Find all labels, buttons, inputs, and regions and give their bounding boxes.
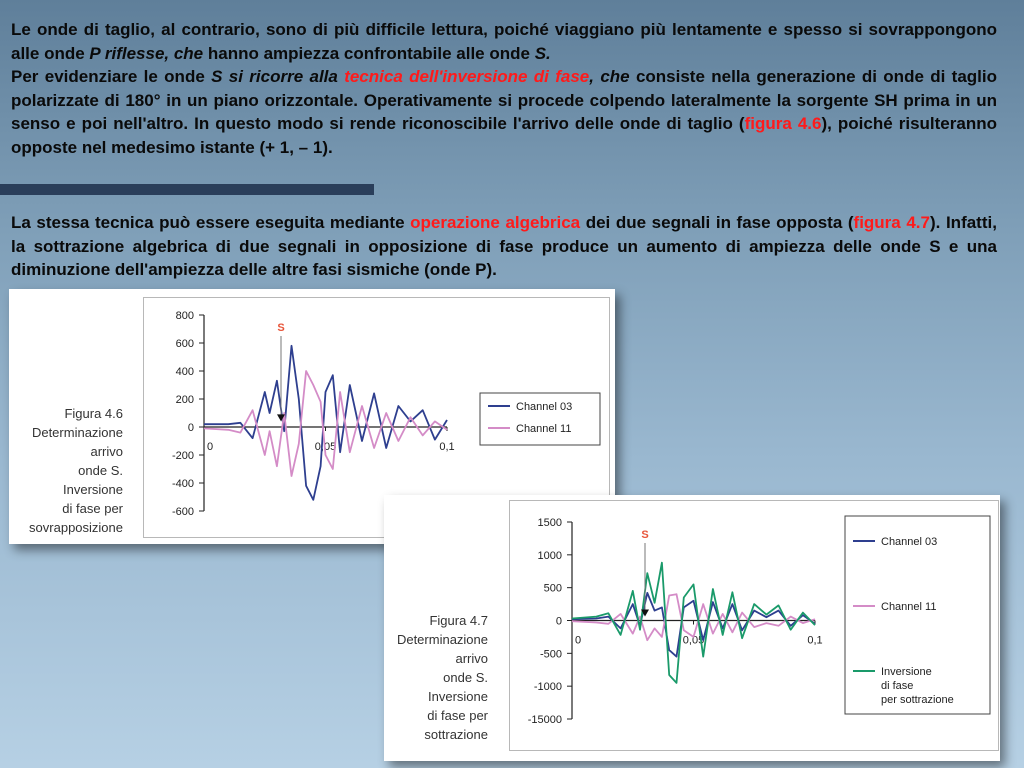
caption-line: Figura 4.7 (429, 613, 488, 628)
p1-line-1: Le onde di taglio, al contrario, sono di più difficile lettura, poiché viaggiano più lentamente e (11, 20, 778, 39)
y-tick-label: 400 (175, 366, 194, 378)
p2-line-1a: La stessa tecnica può essere eseguita mediante (11, 213, 411, 232)
y-tick-label: 600 (175, 338, 194, 350)
x-tick-label: 0 (575, 634, 582, 647)
p1-line-2c: hanno ampiezza confrontabile alle onde (203, 43, 535, 63)
caption-line: arrivo (455, 651, 488, 666)
caption-line: Figura 4.6 (64, 406, 123, 421)
y-tick-label: -15000 (527, 714, 562, 726)
x-tick-label: 0,1 (807, 634, 823, 647)
caption-line: arrivo (90, 444, 123, 459)
y-tick-label: 1500 (537, 517, 562, 529)
y-tick-label: 800 (175, 310, 194, 322)
caption-line: Inversione (428, 689, 488, 704)
seismogram-chart-4-7 (510, 501, 998, 750)
p2-highlight-operazione: operazione algebrica (410, 213, 581, 232)
y-tick-label: 500 (543, 582, 562, 595)
p2-line-2a: opposta ( (776, 213, 854, 232)
p1-line-6a: si rende riconoscibile l'arrivo delle onde di taglio ( (329, 114, 745, 133)
y-tick-label: 0 (555, 615, 562, 628)
y-tick-label: -600 (171, 506, 194, 518)
x-tick-label: 0 (207, 441, 214, 453)
legend-label: Channel 11 (516, 423, 572, 435)
caption-line: Inversione (63, 482, 123, 497)
y-tick-label: -1000 (533, 681, 562, 694)
s-wave-marker-label: S (641, 529, 649, 541)
p1-line-3d: , che (589, 67, 630, 86)
x-tick-label: 0,1 (439, 441, 455, 453)
y-tick-label: 200 (175, 394, 194, 406)
legend-label: Channel 03 (881, 536, 938, 548)
caption-line: onde S. (443, 670, 488, 685)
p2-line-4: (onde P). (424, 260, 497, 279)
legend-label: Channel 11 (881, 601, 937, 613)
p2-line-3: un aumento di ampiezza delle onde S e una diminuzione dell'ampiezza delle altre fasi sismiche (11, 236, 998, 279)
y-tick-label: 0 (187, 422, 194, 434)
y-tick-label: -400 (171, 478, 194, 490)
figure-4-7-plot (509, 500, 999, 751)
caption-line: sovrapposizione (29, 520, 123, 535)
p1-line-3e: consiste nella (629, 67, 750, 86)
p1-line-4: generazione di onde di taglio polarizzate di 180° in un piano orizzontale. Operativamente si (11, 67, 998, 110)
caption-line: Determinazione (396, 632, 488, 647)
legend-label: Inversione di fase per sottrazione (881, 666, 954, 706)
figure-4-7 (384, 495, 1000, 761)
p1-line-6c: ), poiché risulteranno opposte nel (11, 114, 997, 157)
s-wave-marker-label: S (277, 322, 285, 334)
divider-bar (0, 184, 374, 195)
p2-line-2c: ). Infatti, la sottrazione algebrica di due segnali in opposizione di fase produce (11, 213, 997, 256)
caption-line: sottrazione (424, 727, 488, 742)
series-line (204, 346, 447, 500)
p1-line-2b: P riflesse, che (89, 43, 204, 63)
caption-line: di fase per (427, 708, 488, 723)
p1-line-2d: S. (534, 43, 551, 63)
p1-line-5: procede colpendo lateralmente la sorgente SH prima in un senso e poi nell'altro. In questo modo (11, 90, 997, 133)
paragraph-2 (11, 211, 997, 282)
y-tick-label: 1000 (537, 549, 562, 562)
p1-line-7: medesimo istante (+ 1, – 1). (111, 137, 333, 157)
p1-line-3b: S si ricorre alla (211, 67, 345, 86)
p1-highlight-tecnica: tecnica dell'inversione di fase (344, 67, 590, 86)
p1-line-2a: spesso si sovrappongono alle onde (11, 20, 997, 63)
p1-line-3a: Per evidenziare le onde (11, 67, 212, 86)
figure-4-7-caption (384, 611, 488, 744)
caption-line: di fase per (62, 501, 123, 516)
legend-label: Channel 03 (516, 401, 573, 413)
figure-4-6-caption (9, 404, 123, 537)
paragraph-1 (11, 18, 997, 159)
p2-line-1c: dei due segnali in fase (580, 213, 771, 232)
y-tick-label: -500 (539, 648, 562, 661)
caption-line: Determinazione (31, 425, 123, 440)
caption-line: onde S. (78, 463, 123, 478)
y-tick-label: -200 (171, 450, 194, 462)
x-tick-label: 0,05 (314, 441, 337, 453)
x-tick-label: 0,05 (682, 634, 705, 647)
p1-link-figura-4-6: figura 4.6 (744, 114, 822, 133)
p2-link-figura-4-7: figura 4.7 (853, 213, 930, 232)
